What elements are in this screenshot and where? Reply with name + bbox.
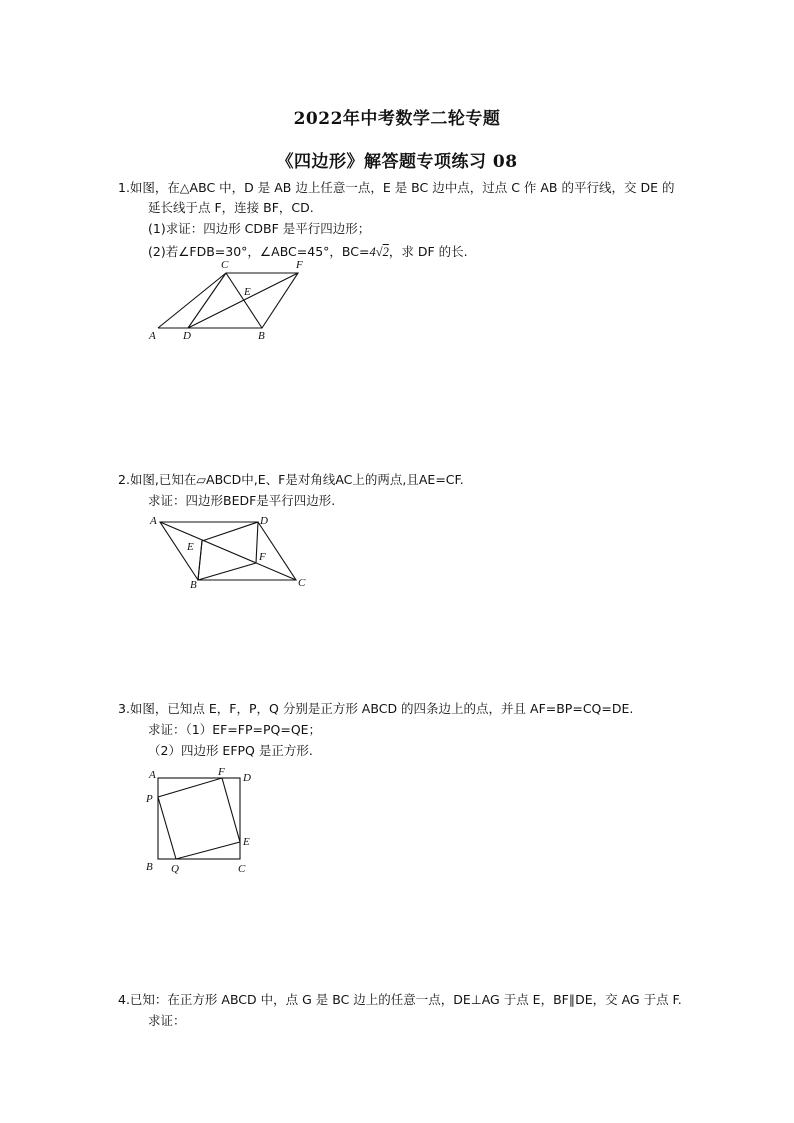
q1-label-e: E <box>244 286 251 298</box>
q2-line2: 求证：四边形BEDF是平行四边形. <box>148 493 336 508</box>
q2-label-d: D <box>260 515 268 527</box>
q1-sqrt-coef: 4 <box>369 245 376 259</box>
q3-label-a: A <box>149 769 156 781</box>
q3-label-d: D <box>243 772 251 784</box>
q3-square-abcd <box>158 778 240 859</box>
q1-outline <box>158 273 298 328</box>
q3-label-p: P <box>146 793 153 805</box>
q3-label-q: Q <box>171 863 179 875</box>
q1-label-c: C <box>221 259 229 271</box>
q1-label-d: D <box>183 330 191 342</box>
q1-line1: 1.如图，在△ABC 中，D 是 AB 边上任意一点，E 是 BC 边中点，过点 C 作 AB 的平行线，交 DE 的 <box>118 180 675 195</box>
doc-title: 2022年中考数学二轮专题 <box>293 109 501 129</box>
q1-part2-pre: (2)若∠FDB=30°，∠ABC=45°，BC= <box>148 244 370 259</box>
q1-part2-post: ，求 DF 的长. <box>388 244 468 259</box>
q2-label-b: B <box>190 579 197 591</box>
q3-label-e: E <box>243 836 250 848</box>
q1-label-f: F <box>296 259 303 271</box>
q1-line2: 延长线于点 F，连接 BF，CD. <box>148 200 314 215</box>
q3-label-b: B <box>146 861 153 873</box>
q1-figure <box>140 255 320 347</box>
q3-label-c: C <box>238 863 246 875</box>
q2-line1: 2.如图,已知在▱ABCD中,E、F是对角线AC上的两点,且AE=CF. <box>118 472 464 487</box>
q3-line1: 3.如图，已知点 E，F，P，Q 分别是正方形 ABCD 的四条边上的点，并且 AF=BP=CQ=DE. <box>118 701 634 716</box>
q1-label-b: B <box>258 330 265 342</box>
q1-part1: (1)求证：四边形 CDBF 是平行四边形； <box>148 221 371 236</box>
q3-square-efpq <box>158 778 240 859</box>
q4-line1: 4.已知：在正方形 ABCD 中，点 G 是 BC 边上的任意一点，DE⊥AG 于点 E，BF∥DE，交 AG 于点 F. <box>118 992 682 1007</box>
q2-label-a: A <box>150 515 157 527</box>
q1-sqrt-radicand: 2 <box>382 245 389 259</box>
q1-segment-cd <box>188 273 226 328</box>
doc-subtitle: 《四边形》解答题专项练习 08 <box>276 152 518 172</box>
q4-line2: 求证： <box>148 1013 186 1028</box>
q2-figure <box>140 508 320 594</box>
q2-label-c: C <box>298 577 306 589</box>
q1-label-a: A <box>149 330 156 342</box>
q3-figure <box>140 762 260 882</box>
q2-label-e: E <box>187 541 194 553</box>
sqrt-icon: √ <box>375 245 383 259</box>
q1-segment-df <box>188 273 298 328</box>
q2-segment-eb <box>198 541 202 580</box>
q2-label-f: F <box>259 551 266 563</box>
q3-line3: （2）四边形 EFPQ 是正方形. <box>148 743 313 758</box>
q3-line2: 求证：（1）EF=FP=PQ=QE； <box>148 722 322 737</box>
q3-label-f: F <box>218 766 225 778</box>
